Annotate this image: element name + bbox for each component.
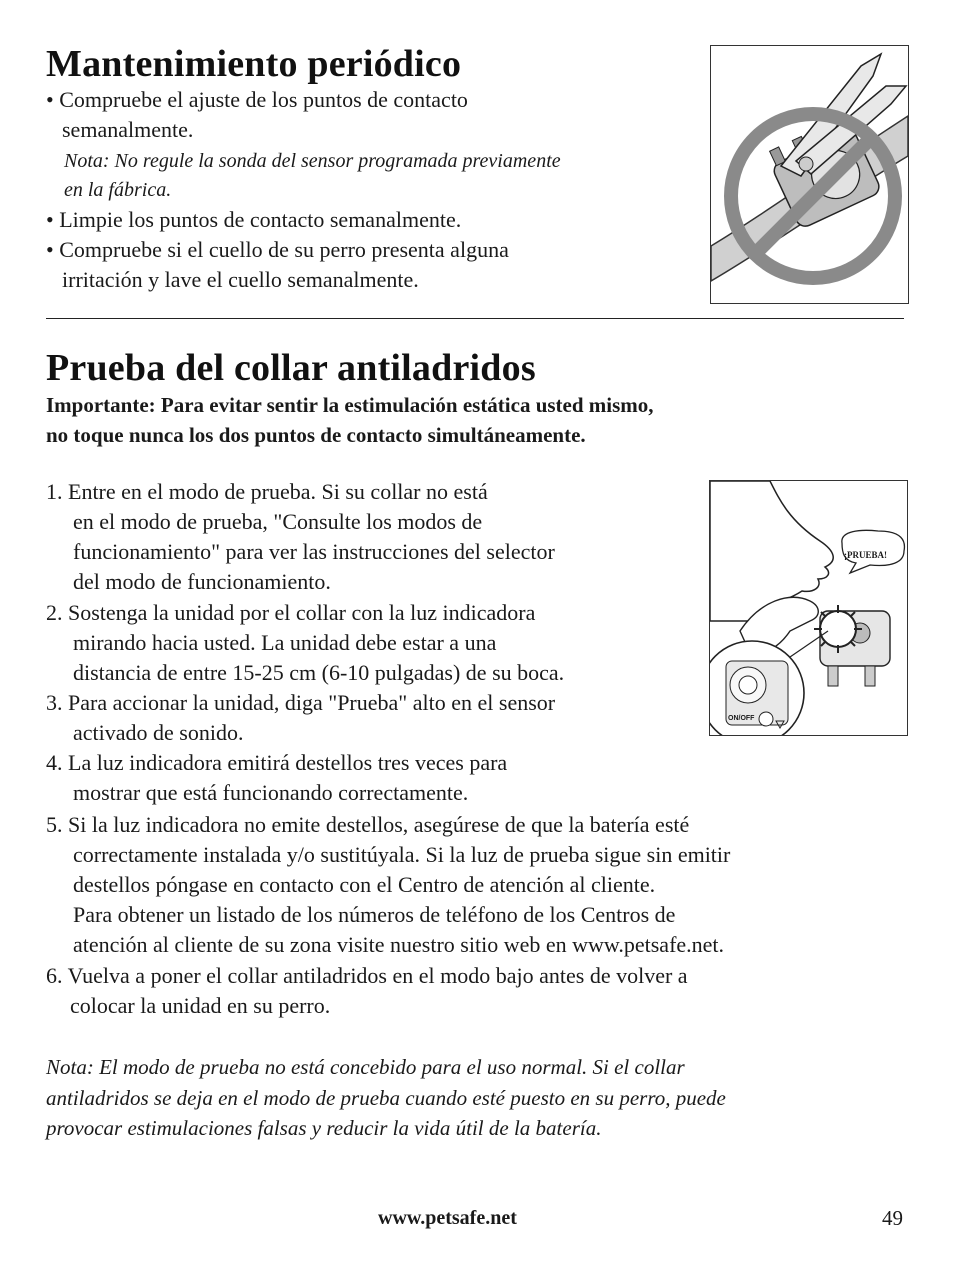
- test-collar-illustration: [710, 481, 907, 735]
- note-sensor-probe: Nota: No regule la sonda del sensor programada previamente: [64, 150, 561, 172]
- step-6: 6. Vuelva a poner el collar antiladridos en el modo bajo antes de volver a: [46, 963, 688, 988]
- step-2: 2. Sostenga la unidad por el collar con la luz indicadora: [46, 600, 536, 625]
- speech-bubble-text: ¡PRUEBA!: [844, 550, 887, 560]
- important-warning-cont: no toque nunca los dos puntos de contacto simultáneamente.: [46, 423, 586, 447]
- step-6-line2: colocar la unidad en su perro.: [70, 993, 331, 1018]
- step-1-line4: del modo de funcionamiento.: [73, 569, 331, 594]
- step-1-line2: en el modo de prueba, "Consulte los modos de: [73, 509, 483, 534]
- step-4-line2: mostrar que está funcionando correctamente.: [73, 780, 469, 805]
- note-test-mode: Nota: El modo de prueba no está concebido para el uso normal. Si el collar: [46, 1055, 685, 1079]
- step-2-line3: distancia de entre 15-25 cm (6-10 pulgadas) de su boca.: [73, 660, 565, 685]
- bullet-check-contact-points-cont: semanalmente.: [62, 117, 194, 142]
- step-1-line3: funcionamiento" para ver las instrucciones del selector: [73, 539, 555, 564]
- step-5-line5: atención al cliente de su zona visite nuestro sitio web en www.petsafe.net.: [73, 932, 725, 957]
- section-title-test: Prueba del collar antiladridos: [46, 347, 536, 389]
- step-5-line2: correctamente instalada y/o sustitúyala. Si la luz de prueba sigue sin emitir: [73, 842, 731, 867]
- note-test-mode-cont2: provocar estimulaciones falsas y reducir la vida útil de la batería.: [46, 1116, 602, 1140]
- step-5-line3: destellos póngase en contacto con el Centro de atención al cliente.: [73, 872, 656, 897]
- section-title-maintenance: Mantenimiento periódico: [46, 43, 462, 85]
- bullet-check-contact-points: • Compruebe el ajuste de los puntos de contacto: [46, 87, 468, 112]
- bullet-check-neck: • Compruebe si el cuello de su perro presenta alguna: [46, 237, 509, 262]
- step-3-line2: activado de sonido.: [73, 720, 244, 745]
- onoff-label: ON/OFF: [728, 715, 755, 722]
- step-5-line4: Para obtener un listado de los números de teléfono de los Centros de: [73, 902, 676, 927]
- bullet-check-neck-cont: irritación y lave el cuello semanalmente.: [62, 267, 419, 292]
- step-1: 1. Entre en el modo de prueba. Si su collar no está: [46, 479, 488, 504]
- step-5: 5. Si la luz indicadora no emite destellos, asegúrese de que la batería esté: [46, 812, 690, 837]
- step-3: 3. Para accionar la unidad, diga "Prueba" alto en el sensor: [46, 690, 556, 715]
- bullet-clean-contact-points: • Limpie los puntos de contacto semanalmente.: [46, 207, 462, 232]
- step-2-line2: mirando hacia usted. La unidad debe estar a una: [73, 630, 497, 655]
- important-warning: Importante: Para evitar sentir la estimulación estática usted mismo,: [46, 393, 654, 417]
- step-4: 4. La luz indicadora emitirá destellos tres veces para: [46, 750, 508, 775]
- figure-test-collar: [709, 480, 908, 736]
- footer-website: www.petsafe.net: [378, 1207, 517, 1229]
- section-divider: [46, 318, 904, 319]
- note-test-mode-cont1: antiladridos se deja en el modo de prueba cuando esté puesto en su perro, puede: [46, 1086, 726, 1110]
- figure-no-pliers: [710, 45, 909, 304]
- page-number: 49: [882, 1206, 903, 1230]
- no-pliers-illustration: [711, 46, 908, 303]
- note-sensor-probe-cont: en la fábrica.: [64, 179, 172, 201]
